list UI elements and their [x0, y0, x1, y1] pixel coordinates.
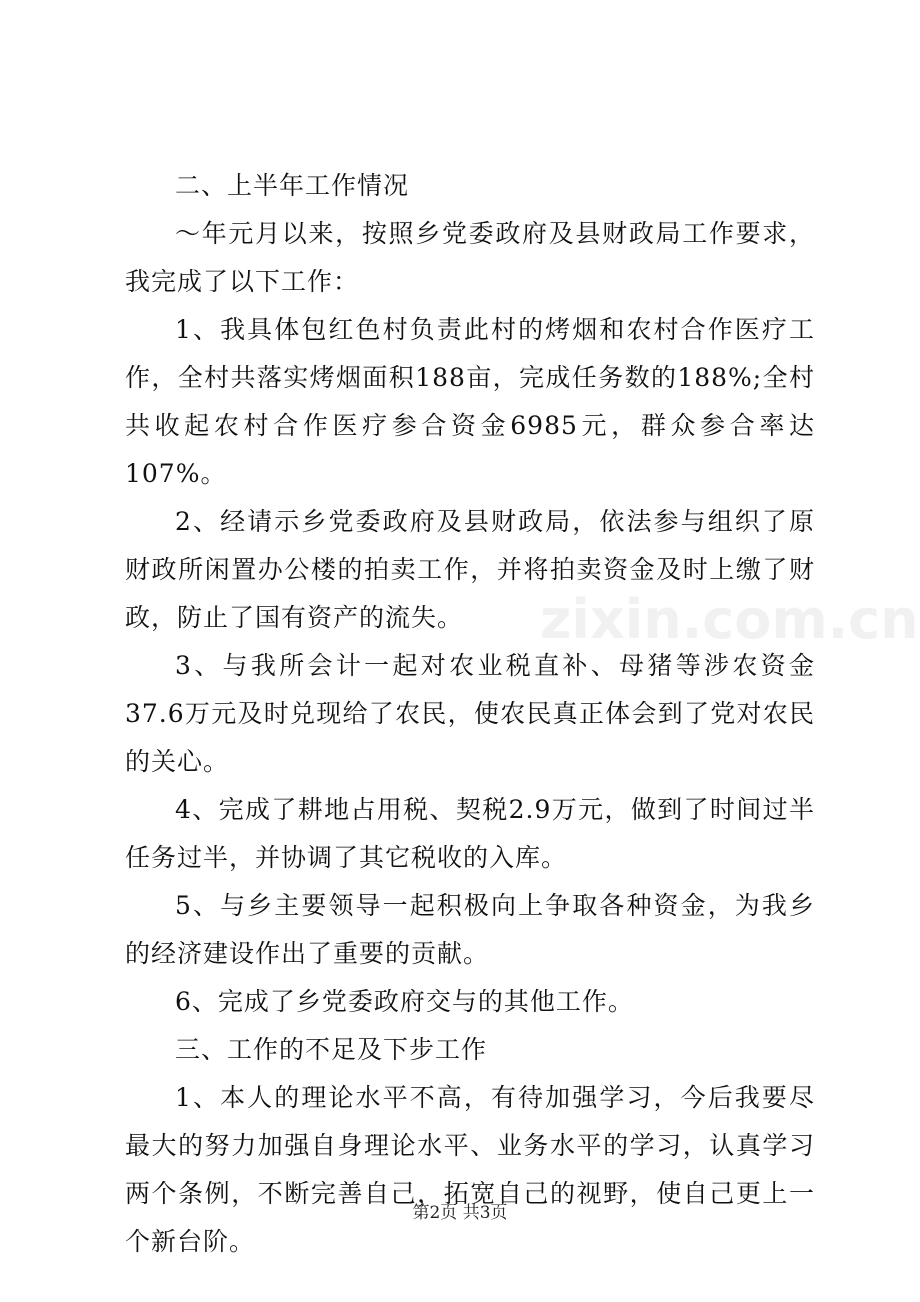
paragraph-item-1: 1、我具体包红色村负责此村的烤烟和农村合作医疗工作，全村共落实烤烟面积188亩，完成任务数的188%;全村共收起农村合作医疗参合资金6985元，群众参合率达107%。 [125, 315, 815, 488]
section-heading-2: 二、上半年工作情况 [175, 171, 410, 200]
page-footer [0, 1198, 920, 1223]
paragraph-item-4: 4、完成了耕地占用税、契税2.9万元，做到了时间过半任务过半，并协调了其它税收的入库。 [125, 795, 815, 872]
paragraph-item-5: 5、与乡主要领导一起积极向上争取各种资金，为我乡的经济建设作出了重要的贡献。 [125, 891, 815, 968]
page-number: 第2页 共3页 [412, 1203, 508, 1223]
document-body [125, 162, 919, 1266]
paragraph-item-3: 3、与我所会计一起对农业税直补、母猪等涉农资金37.6万元及时兑现给了农民，使农民真正体会到了党对农民的关心。 [125, 651, 815, 776]
paragraph-item-6: 6、完成了乡党委政府交与的其他工作。 [175, 987, 634, 1016]
paragraph-shortcoming-1: 1、本人的理论水平不高，有待加强学习，今后我要尽最大的努力加强自身理论水平、业务水平的学习，认真学习两个条例，不断完善自己，拓宽自己的视野，使自己更上一个新台阶。 [125, 1083, 815, 1256]
section-heading-3: 三、工作的不足及下步工作 [175, 1035, 488, 1064]
watermark: zixin.com.cn [540, 588, 919, 651]
paragraph-item-2: 2、经请示乡党委政府及县财政局，依法参与组织了原财政所闲置办公楼的拍卖工作，并将拍卖资金及时上缴了财政，防止了国有资产的流失。 [125, 507, 815, 632]
paragraph-intro: ～年元月以来，按照乡党委政府及县财政局工作要求，我完成了以下工作： [125, 219, 815, 296]
